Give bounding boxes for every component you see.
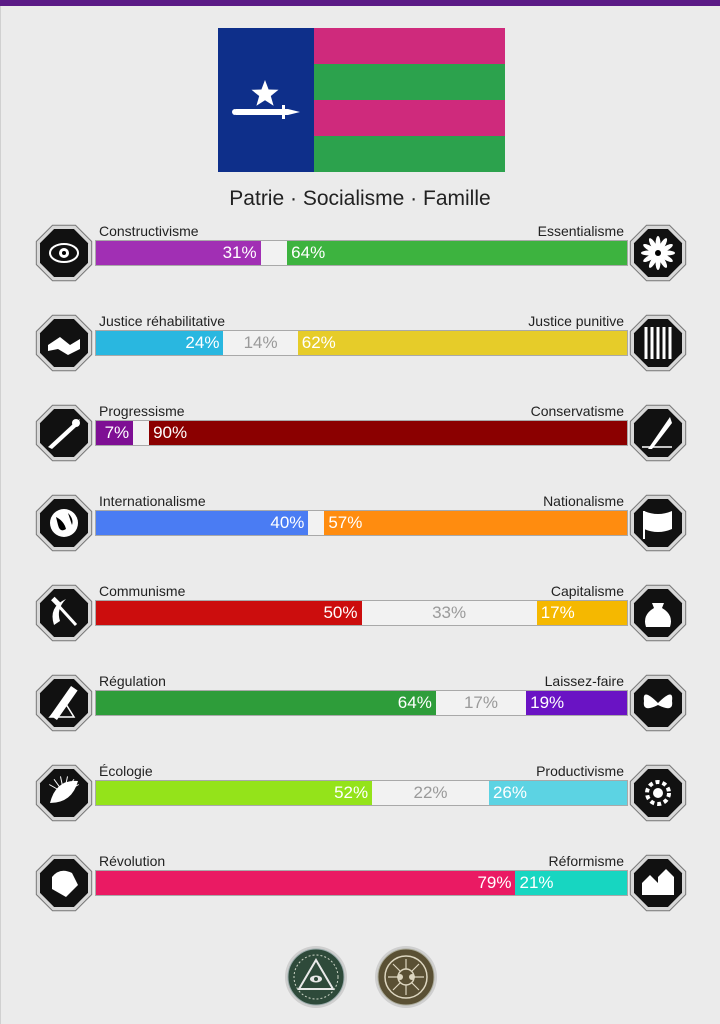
prison-bars-icon: [627, 312, 689, 374]
axis-right-segment: 62%: [298, 331, 627, 355]
axis-middle-segment: [308, 511, 324, 535]
axis-right-segment: 64%: [287, 241, 627, 265]
axis-right-label: Capitalisme: [550, 583, 624, 599]
eye-icon: [33, 222, 95, 284]
axis-left-segment: 40%: [96, 511, 308, 535]
axis-left-label: Internationalisme: [99, 493, 206, 509]
axis-left-label: Progressisme: [99, 403, 185, 419]
axis-row: [0, 223, 720, 316]
axis-left-segment: 24%: [96, 331, 223, 355]
axis-right-label: Conservatisme: [530, 403, 624, 419]
handshake-icon: [33, 312, 95, 374]
flag-stripe-1: [314, 28, 505, 64]
axis-right-segment: 21%: [515, 871, 627, 895]
axis-middle-segment: 14%: [243, 333, 278, 352]
hammer-sickle-icon: [33, 582, 95, 644]
axis-row: [0, 493, 720, 586]
comet-icon: [33, 402, 95, 464]
axis-middle-segment: 22%: [413, 783, 448, 802]
axis-right-label: Réformisme: [548, 853, 624, 869]
axis-row: [0, 853, 720, 946]
slogan: Patrie · Socialisme · Famille: [229, 187, 491, 210]
ruler-icon: [33, 672, 95, 734]
factory-gear-icon: [627, 762, 689, 824]
axis-left-segment: 79%: [96, 871, 515, 895]
axis-row: [0, 313, 720, 406]
axis-right-label: Justice punitive: [528, 313, 624, 329]
axis-right-segment: 17%: [537, 601, 627, 625]
axis-bar: [95, 240, 628, 266]
axis-row: [0, 763, 720, 856]
flag-stripe-3: [314, 100, 505, 136]
axis-left-segment: 50%: [96, 601, 362, 625]
axis-row: [0, 403, 720, 496]
leaf-sun-icon: [33, 762, 95, 824]
axis-left-segment: 64%: [96, 691, 436, 715]
axis-middle-segment: 17%: [463, 693, 498, 712]
top-accent-bar: [0, 0, 720, 6]
butterfly-icon: [627, 672, 689, 734]
axis-bar: [95, 510, 628, 536]
flag-stripe-2: [314, 64, 505, 100]
axis-left-segment: 7%: [96, 421, 133, 445]
axis-row: [0, 673, 720, 766]
axis-bar: [95, 870, 628, 896]
axis-left-segment: 52%: [96, 781, 372, 805]
axis-bar: [95, 780, 628, 806]
axis-bar: [95, 420, 628, 446]
axis-middle-segment: 33%: [432, 603, 467, 622]
flag: [218, 28, 505, 172]
axis-bar: [95, 690, 628, 716]
axis-right-label: Productivisme: [536, 763, 624, 779]
axis-left-label: Écologie: [99, 763, 153, 779]
flag-stripe-4: [314, 136, 505, 172]
axis-left-label: Constructivisme: [99, 223, 199, 239]
ornate-seal-icon: [374, 945, 438, 1009]
money-bag-icon: [627, 582, 689, 644]
town-icon: [627, 852, 689, 914]
axis-middle-segment: [133, 421, 149, 445]
axis-row: [0, 583, 720, 676]
quill-pen-icon: [627, 402, 689, 464]
axis-left-label: Régulation: [99, 673, 166, 689]
axis-right-label: Nationalisme: [543, 493, 624, 509]
axis-right-segment: 57%: [324, 511, 627, 535]
axis-right-segment: 26%: [489, 781, 627, 805]
axis-bar: [95, 600, 628, 626]
axis-left-label: Révolution: [99, 853, 166, 869]
axis-left-label: Communisme: [99, 583, 186, 599]
axis-left-segment: 31%: [96, 241, 261, 265]
axis-right-label: Laissez-faire: [544, 673, 624, 689]
fist-icon: [33, 852, 95, 914]
flag-icon: [627, 492, 689, 554]
axis-middle-segment: [261, 241, 288, 265]
axis-left-label: Justice réhabilitative: [99, 313, 226, 329]
axis-right-segment: 90%: [149, 421, 627, 445]
axis-right-label: Essentialisme: [537, 223, 624, 239]
eye-pyramid-seal-icon: [284, 945, 348, 1009]
globe-icon: [33, 492, 95, 554]
axis-right-segment: 19%: [526, 691, 627, 715]
flower-icon: [627, 222, 689, 284]
axis-bar: [95, 330, 628, 356]
